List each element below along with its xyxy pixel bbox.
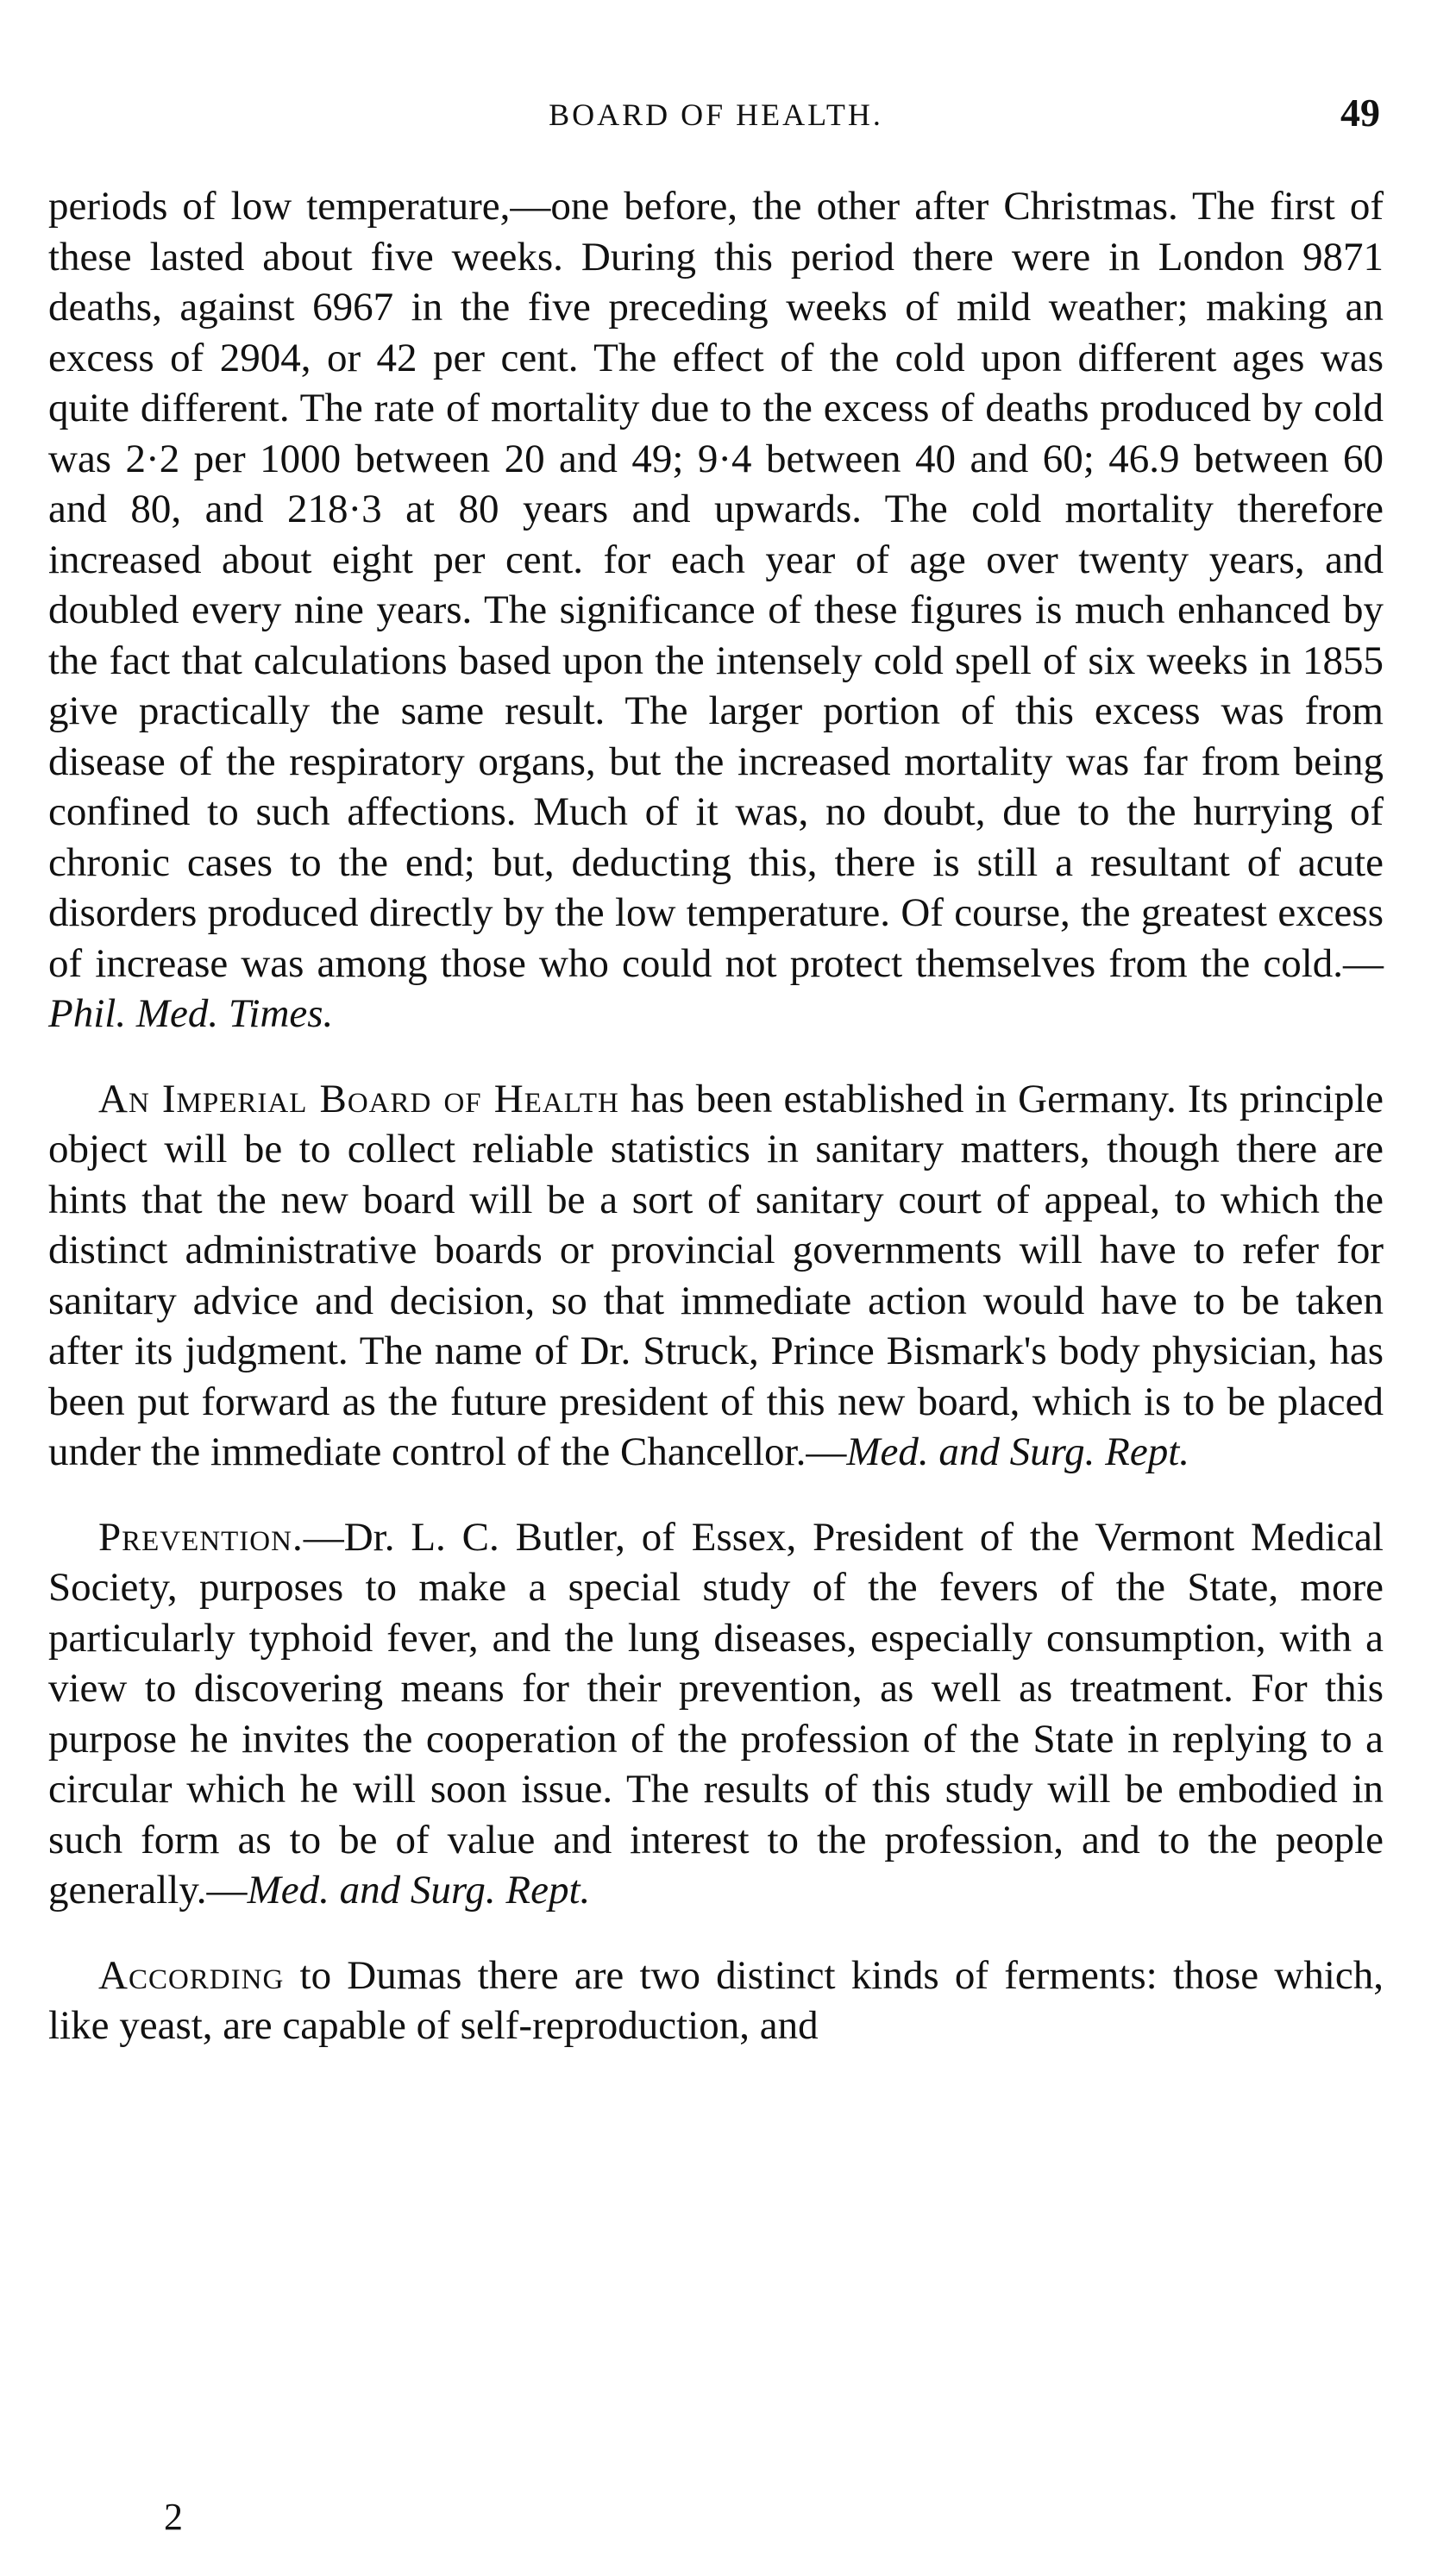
body-text	[48, 181, 1384, 2051]
paragraph-text: has been established in Germany. Its principle object will be to collect reliable statistics in sanitary matters, though there are hints that the new board will be a sort of sanitary court of appeal, to which the distinct administrative boards or provincial governments will have to refer for sanitary advice and decision, so that immediate action would have to be taken after its judgment. The name of Dr. Struck, Prince Bismark's body physician, has been put forward as the future president of this new board, which is to be placed under the immediate control of the Chancellor.—	[48, 1076, 1384, 1474]
paragraph-text: —Dr. L. C. Butler, of Essex, President of the Vermont Medical Society, purposes to make a special study of the fevers of the State, more particularly typhoid fever, and the lung diseases, especially consumption, with a view to discovering means for their prevention, as well as treatment. For this purpose he invites the cooperation of the profession of the State in replying to a circular which he will soon issue. The results of this study will be embodied in such form as to be of value and interest to the profession, and to the people generally.—	[48, 1514, 1384, 1913]
signature-mark: 2	[164, 2496, 183, 2538]
paragraph-lead: Prevention.	[98, 1514, 304, 1560]
paragraph-imperial-board	[48, 1074, 1384, 1478]
citation: Med. and Surg. Rept.	[846, 1429, 1190, 1474]
paragraph-text: to Dumas there are two distinct kinds of ferments: those which, like yeast, are capable of self-reproduction, and	[48, 1952, 1384, 2048]
running-head	[52, 90, 1380, 141]
paragraph-ferments	[48, 1950, 1384, 2051]
running-title: BOARD OF HEALTH.	[549, 97, 883, 132]
paragraph-prevention	[48, 1512, 1384, 1916]
citation: Phil. Med. Times.	[48, 991, 334, 1036]
page-number: 49	[1340, 91, 1380, 135]
paragraph-text: periods of low temperature,—one before, the other after Christmas. The first of these lasted about five weeks. During this period there were in London 9871 deaths, against 6967 in the five preceding weeks of mild weather; making an excess of 2904, or 42 per cent. The effect of the cold upon different ages was quite different. The rate of mortality due to the excess of deaths produced by cold was 2·2 per 1000 between 20 and 49; 9·4 between 40 and 60; 46.9 between 60 and 80, and 218·3 at 80 years and upwards. The cold mortality therefore increased about eight per cent. for each year of age over twenty years, and doubled every nine years. The significance of these figures is much enhanced by the fact that calculations based upon the intensely cold spell of six weeks in 1855 give practically the same result. The larger portion of this excess was from disease of the respiratory organs, but the increased mortality was far from being confined to such affections. Much of it was, no doubt, due to the hurrying of chronic cases to the end; but, deducting this, there is still a resultant of acute disorders produced directly by the low temperature. Of course, the greatest excess of increase was among those who could not protect themselves from the cold.—	[48, 184, 1384, 986]
paragraph-cold-mortality	[48, 181, 1384, 1040]
paragraph-lead: An Imperial Board of Health	[98, 1076, 619, 1121]
paragraph-lead: According	[98, 1952, 285, 1998]
citation: Med. and Surg. Rept.	[247, 1868, 591, 1913]
